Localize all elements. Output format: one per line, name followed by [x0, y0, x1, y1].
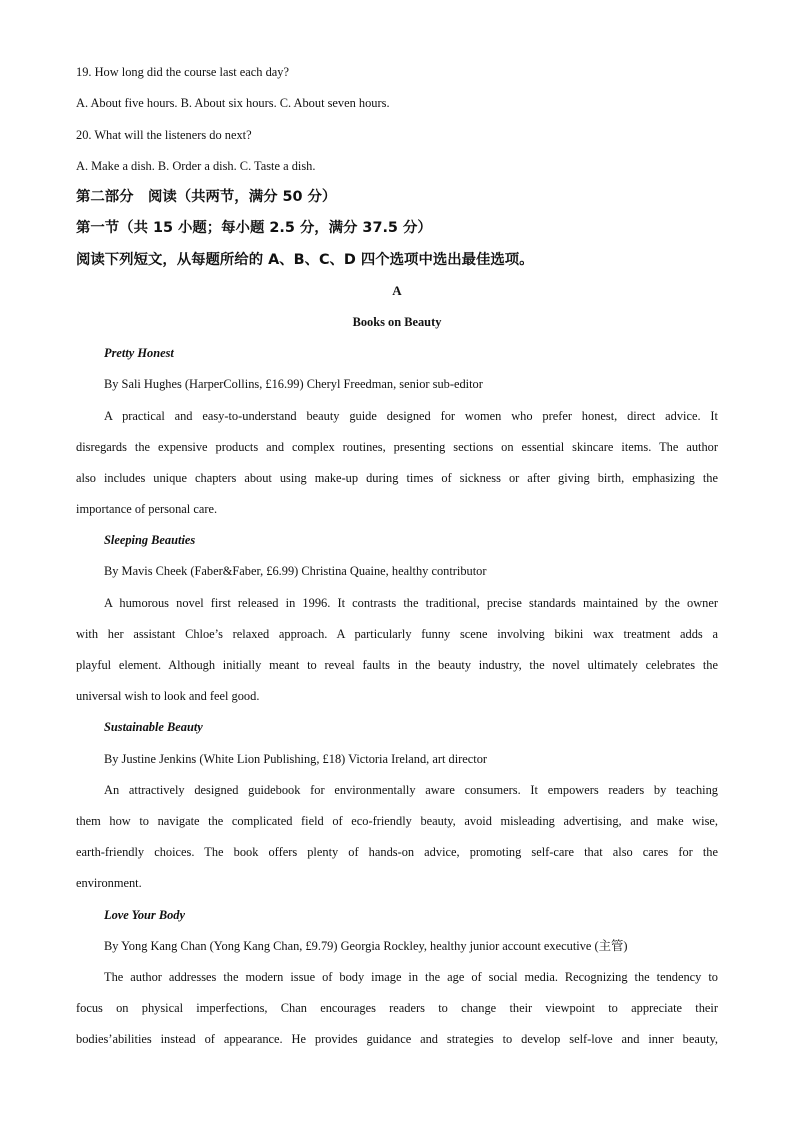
paragraph-line: disregards the expensive products and complex routines, presenting sections on essential skincare items. The author — [76, 440, 718, 454]
paragraph-line: universal wish to look and feel good. — [76, 689, 260, 703]
paragraph-line: environment. — [76, 876, 142, 890]
book-title: Sleeping Beauties — [104, 533, 196, 547]
question-19: 19. How long did the course last each day? — [76, 65, 289, 79]
book-byline: By Yong Kang Chan (Yong Kang Chan, £9.79) Georgia Rockley, healthy junior account executive (主管) — [104, 939, 628, 953]
paragraph-line: them how to navigate the complicated field of eco-friendly beauty, avoid misleading advertising, and make wise, — [76, 814, 718, 828]
paragraph-line: bodies’abilities instead of appearance. He provides guidance and strategies to develop self-love and inner beauty, — [76, 1032, 718, 1046]
book-title: Sustainable Beauty — [104, 720, 203, 734]
book-title: Love Your Body — [104, 908, 185, 922]
paragraph-line: The author addresses the modern issue of body image in the age of social media. Recognizing the tendency to — [104, 970, 718, 984]
paragraph-line: with her assistant Chloe’s relaxed approach. A particularly funny scene involving bikini wax treatment adds a — [76, 627, 718, 641]
book-byline: By Mavis Cheek (Faber&Faber, £6.99) Christina Quaine, healthy contributor — [104, 564, 487, 578]
paragraph-line: also includes unique chapters about using make-up during times of sickness or after giving birth, emphasizing the — [76, 471, 718, 485]
passage-title: Books on Beauty — [352, 315, 442, 329]
book-title: Pretty Honest — [104, 346, 174, 360]
question-20: 20. What will the listeners do next? — [76, 128, 252, 142]
paragraph-line: focus on physical imperfections, Chan encourages readers to change their viewpoint to appreciate their — [76, 1001, 718, 1015]
paragraph-line: importance of personal care. — [76, 502, 218, 516]
paragraph-line: playful element. Although initially meant to reveal faults in the beauty industry, the novel ultimately celebrates the — [76, 658, 718, 672]
book-byline: By Justine Jenkins (White Lion Publishing, £18) Victoria Ireland, art director — [104, 752, 488, 766]
question-19-options: A. About five hours. B. About six hours. C. About seven hours. — [76, 96, 390, 110]
paragraph-line: earth-friendly choices. The book offers plenty of hands-on advice, promoting self-care that also cares for the — [76, 845, 718, 859]
paragraph-line: A practical and easy-to-understand beauty guide designed for women who prefer honest, direct advice. It — [104, 409, 718, 423]
instructions: 阅读下列短文，从每题所给的 A、B、C、D 四个选项中选出最佳选项。 — [76, 252, 534, 268]
subsection-title: 第一节（共 15 小题；每小题 2.5 分，满分 37.5 分） — [76, 220, 432, 236]
book-byline: By Sali Hughes (HarperCollins, £16.99) Cheryl Freedman, senior sub-editor — [104, 377, 483, 391]
question-20-options: A. Make a dish. B. Order a dish. C. Taste a dish. — [76, 159, 316, 173]
paragraph-line: A humorous novel first released in 1996. It contrasts the traditional, precise standards maintained by the owner — [104, 596, 718, 610]
part-title: 第二部分 阅读（共两节，满分 50 分） — [76, 189, 337, 205]
paragraph-line: An attractively designed guidebook for environmentally aware consumers. It empowers readers by teaching — [104, 783, 718, 797]
passage-label: A — [392, 283, 402, 298]
